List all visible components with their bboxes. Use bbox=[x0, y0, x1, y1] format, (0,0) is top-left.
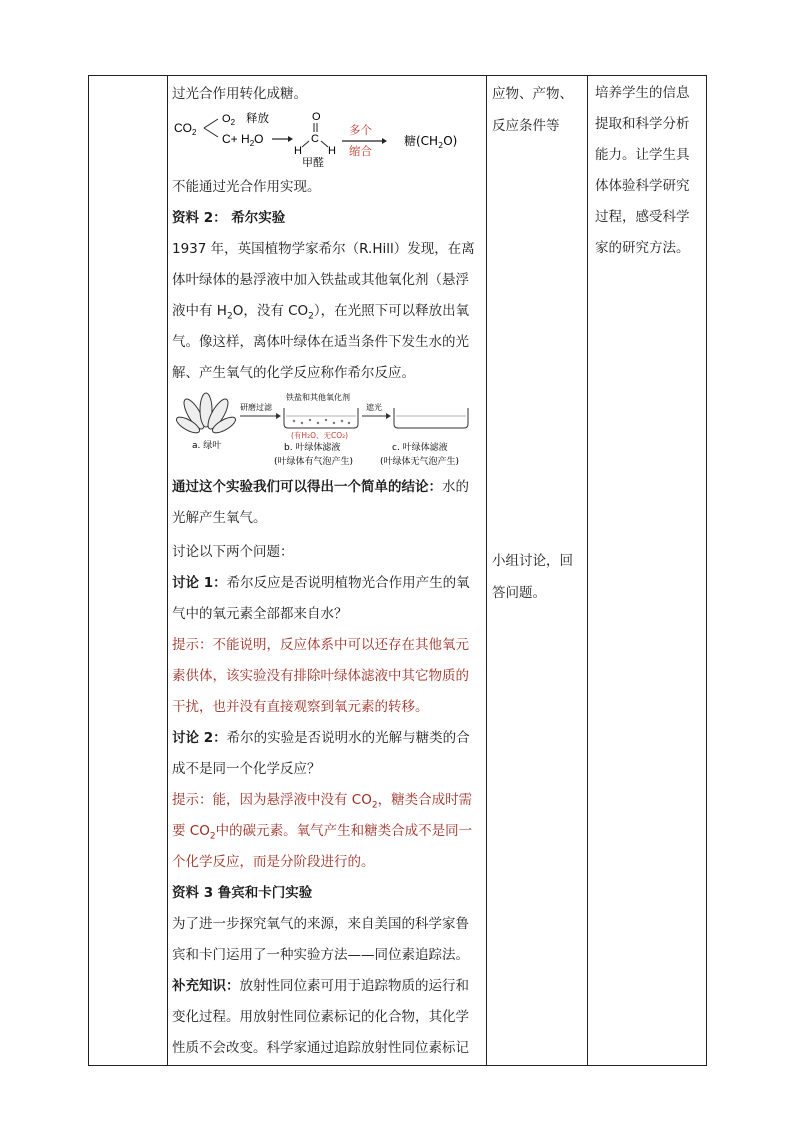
fig-label-c2: (叶绿体无气泡产生) bbox=[380, 457, 460, 467]
design-intent: 培养学生的信息 提取和科学分析 能力。让学生具 体体验科学研究 过程，感受科学 家的研究方法。 bbox=[595, 85, 690, 256]
fig-cond-label: (有H₂O、无CO₂) bbox=[291, 431, 349, 440]
ald-c: C bbox=[311, 133, 319, 145]
text-line: 成不是同一个化学反应？ bbox=[172, 761, 321, 777]
svg-text:糖(CH2O): 糖$(CH_2O)$ bbox=[404, 134, 458, 150]
text-line: 宾和卡门运用了一种实验方法——同位素追踪法。 bbox=[172, 947, 469, 963]
o2-label: O bbox=[222, 113, 231, 125]
dish-b bbox=[284, 408, 358, 428]
hint-line: 要 $CO_2$中的碳元素。氧气产生和糖类合成不是同一 bbox=[172, 823, 473, 842]
bubbles bbox=[293, 419, 350, 424]
arrow-top-label: 多个 bbox=[349, 123, 372, 137]
fig-label-c: c. 叶绿体滤液 bbox=[392, 443, 448, 453]
student-activity-top: 应物、产物、 反应条件等 bbox=[492, 86, 573, 134]
text-line: 为了进一步探究氧气的来源，来自美国的科学家鲁 bbox=[172, 916, 469, 932]
column-divider-3 bbox=[587, 75, 588, 1066]
c-h2o-label: C+ H bbox=[222, 132, 250, 146]
material-2-title: 资料 2： 希尔实验 bbox=[172, 210, 286, 226]
material-3-title: 资料 3 鲁宾和卡门实验 bbox=[172, 885, 313, 901]
text-line: 过光合作用转化成糖。 bbox=[172, 86, 307, 102]
conclusion-line: 通过这个实验我们可以得出一个简单的结论：水的 bbox=[172, 479, 469, 495]
column-divider-2 bbox=[486, 75, 487, 1066]
text-line: 讨论以下两个问题： bbox=[172, 544, 294, 560]
fig-grind-label: 研磨过滤 bbox=[240, 403, 272, 412]
discussion-2: 讨论 2：希尔的实验是否说明水的光解与糖类的合 bbox=[172, 730, 470, 746]
svg-text:O2: $O_2$ bbox=[222, 113, 236, 127]
fig-iron-label: 铁盐和其他氧化剂 bbox=[286, 393, 350, 402]
supplement-line: 补充知识：放射性同位素可用于追踪物质的运行和 bbox=[172, 978, 469, 994]
hint-line: 素供体，该实验没有排除叶绿体滤液中其它物质的 bbox=[172, 668, 469, 684]
hint-line: 提示：不能说明，反应体系中可以还存在其他氧元 bbox=[172, 637, 469, 653]
table-border-top bbox=[88, 75, 707, 76]
arrow-bottom-label: 缩合 bbox=[349, 144, 372, 158]
sugar-label: 糖(CH bbox=[404, 134, 439, 148]
release-label: 释放 bbox=[246, 111, 269, 125]
text-line: 不能通过光合作用实现。 bbox=[172, 179, 321, 195]
formaldehyde-reaction-diagram bbox=[172, 107, 472, 167]
text-line: 液中有 $H_2O$，没有 $CO_2$），在光照下可以释放出氧 bbox=[172, 303, 470, 322]
fig-label-b2: (叶绿体有气泡产生) bbox=[274, 457, 354, 467]
ald-o: O bbox=[312, 111, 321, 123]
table-border-right bbox=[706, 75, 707, 1066]
svg-text:CO2: $CO_2$ bbox=[174, 121, 197, 137]
fig-shade-label: 遮光 bbox=[366, 403, 382, 412]
table-border-bottom bbox=[88, 1065, 707, 1066]
hint-line: 提示：能，因为悬浮液中没有 $CO_2$，糖类合成时需 bbox=[172, 792, 473, 811]
co2-label: CO bbox=[174, 121, 192, 135]
hill-experiment-diagram bbox=[172, 392, 482, 470]
table-border-left bbox=[88, 75, 89, 1066]
lesson-table bbox=[88, 75, 707, 1066]
text-line: 性质不会改变。科学家通过追踪放射性同位素标记 bbox=[172, 1040, 469, 1056]
hint-line: 个化学反应，而是分阶段进行的。 bbox=[172, 854, 375, 870]
text-line: 气。像这样，离体叶绿体在适当条件下发生水的光 bbox=[172, 334, 469, 350]
text-line: 气中的氧元素全部都来自水？ bbox=[172, 606, 348, 622]
dish-c bbox=[394, 408, 468, 428]
hint-line: 干扰，也并没有直接观察到氧元素的转移。 bbox=[172, 699, 429, 715]
text-line: 光解产生氧气。 bbox=[172, 510, 267, 526]
ald-h1: H bbox=[294, 145, 302, 157]
leaf-icon bbox=[174, 393, 238, 436]
svg-text:C+ H2O: $C+ H_2O$ bbox=[222, 132, 264, 148]
text-line: 体叶绿体的悬浮液中加入铁盐或其他氧化剂（悬浮 bbox=[172, 272, 469, 288]
text-line: 变化过程。用放射性同位素标记的化合物，其化学 bbox=[172, 1009, 469, 1025]
text-line: 解、产生氧气的化学反应称作希尔反应。 bbox=[172, 365, 415, 381]
student-activity-discussion: 小组讨论，回 答问题。 bbox=[492, 553, 573, 601]
text-line: 1937 年，英国植物学家希尔（R.Hill）发现，在离 bbox=[172, 241, 475, 257]
fig-label-a: a. 绿叶 bbox=[192, 441, 222, 451]
ald-h2: H bbox=[328, 145, 336, 157]
discussion-1: 讨论 1：希尔反应是否说明植物光合作用产生的氧 bbox=[172, 575, 470, 591]
fig-label-b: b. 叶绿体滤液 bbox=[284, 443, 341, 453]
formaldehyde-label: 甲醛 bbox=[302, 156, 324, 167]
column-divider-1 bbox=[167, 75, 168, 1066]
